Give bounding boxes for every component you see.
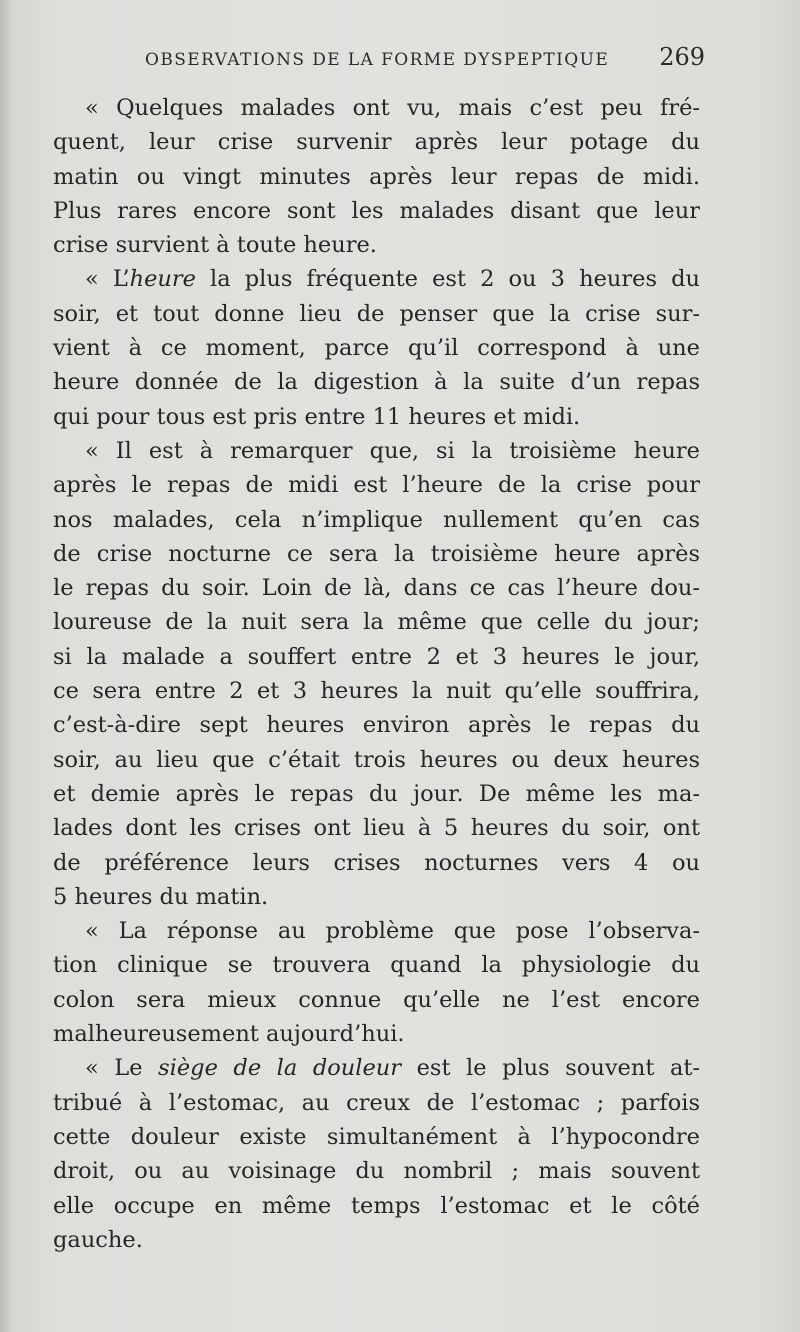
text-line: soir, au lieu que c’était trois heures ou deux heures: [53, 746, 700, 773]
text-line-segment: est le plus souvent at-: [401, 1055, 701, 1082]
page-spine-shadow: [0, 0, 10, 1332]
text-line: tribué à l’estomac, au creux de l’estomac ; parfois: [53, 1089, 700, 1116]
text-line: c’est-à-dire sept heures environ après le repas du: [53, 712, 700, 739]
text-line-segment: « Le: [85, 1055, 159, 1082]
text-line: malheureusement aujourd’hui.: [53, 1021, 405, 1048]
text-line: quent, leur crise survenir après leur potage du: [53, 129, 700, 156]
text-line: de crise nocturne ce sera la troisième heure après: [53, 540, 700, 567]
text-line: de préférence leurs crises nocturnes vers 4 ou: [53, 849, 700, 876]
text-line: heure donnée de la digestion à la suite d’un repas: [53, 369, 700, 396]
text-line: cette douleur existe simultanément à l’hypocondre: [53, 1123, 700, 1150]
italic-phrase: siège de la douleur: [158, 1055, 402, 1082]
text-line: et demie après le repas du jour. De même les ma-: [53, 780, 700, 807]
text-line-segment: « L’: [85, 266, 130, 293]
italic-phrase: heure: [129, 266, 196, 293]
text-line: elle occupe en même temps l’estomac et le côté: [53, 1192, 700, 1219]
text-line: « Il est à remarquer que, si la troisième heure: [85, 437, 700, 464]
text-line: colon sera mieux connue qu’elle ne l’est encore: [53, 986, 700, 1013]
text-line-segment: la plus fréquente est 2 ou 3 heures du: [195, 266, 700, 293]
text-line: gauche.: [53, 1226, 143, 1253]
text-line: 5 heures du matin.: [53, 883, 269, 910]
text-line: « Quelques malades ont vu, mais c’est peu fré-: [85, 95, 700, 121]
text-line: [53, 1051, 700, 1085]
text-line: crise survient à toute heure.: [53, 232, 377, 259]
text-line: qui pour tous est pris entre 11 heures et midi.: [53, 403, 581, 430]
text-line: matin ou vingt minutes après leur repas de midi.: [53, 163, 700, 190]
text-line: le repas du soir. Loin de là, dans ce cas l’heure dou-: [53, 575, 700, 602]
running-title: OBSERVATIONS DE LA FORME DYSPEPTIQUE: [145, 50, 610, 70]
body-text: [53, 91, 700, 1257]
text-line: vient à ce moment, parce qu’il correspond à une: [53, 335, 700, 362]
text-line: lades dont les crises ont lieu à 5 heures du soir, ont: [53, 815, 700, 842]
running-head: [145, 38, 705, 78]
text-line: Plus rares encore sont les malades disant que leur: [53, 197, 700, 224]
text-line: soir, et tout donne lieu de penser que la crise sur-: [53, 300, 700, 327]
text-line: droit, ou au voisinage du nombril ; mais souvent: [53, 1158, 700, 1185]
text-line: [53, 262, 700, 296]
text-line: après le repas de midi est l’heure de la crise pour: [53, 472, 700, 499]
text-line: loureuse de la nuit sera la même que celle du jour;: [53, 609, 700, 636]
text-line: nos malades, cela n’implique nullement qu’en cas: [53, 506, 700, 533]
text-line: si la malade a souffert entre 2 et 3 heures le jour,: [53, 643, 700, 670]
text-line: « La réponse au problème que pose l’observa-: [85, 918, 700, 945]
text-line: ce sera entre 2 et 3 heures la nuit qu’elle souffrira,: [53, 678, 700, 705]
page-number: 269: [659, 43, 705, 71]
text-line: tion clinique se trouvera quand la physiologie du: [53, 952, 700, 979]
